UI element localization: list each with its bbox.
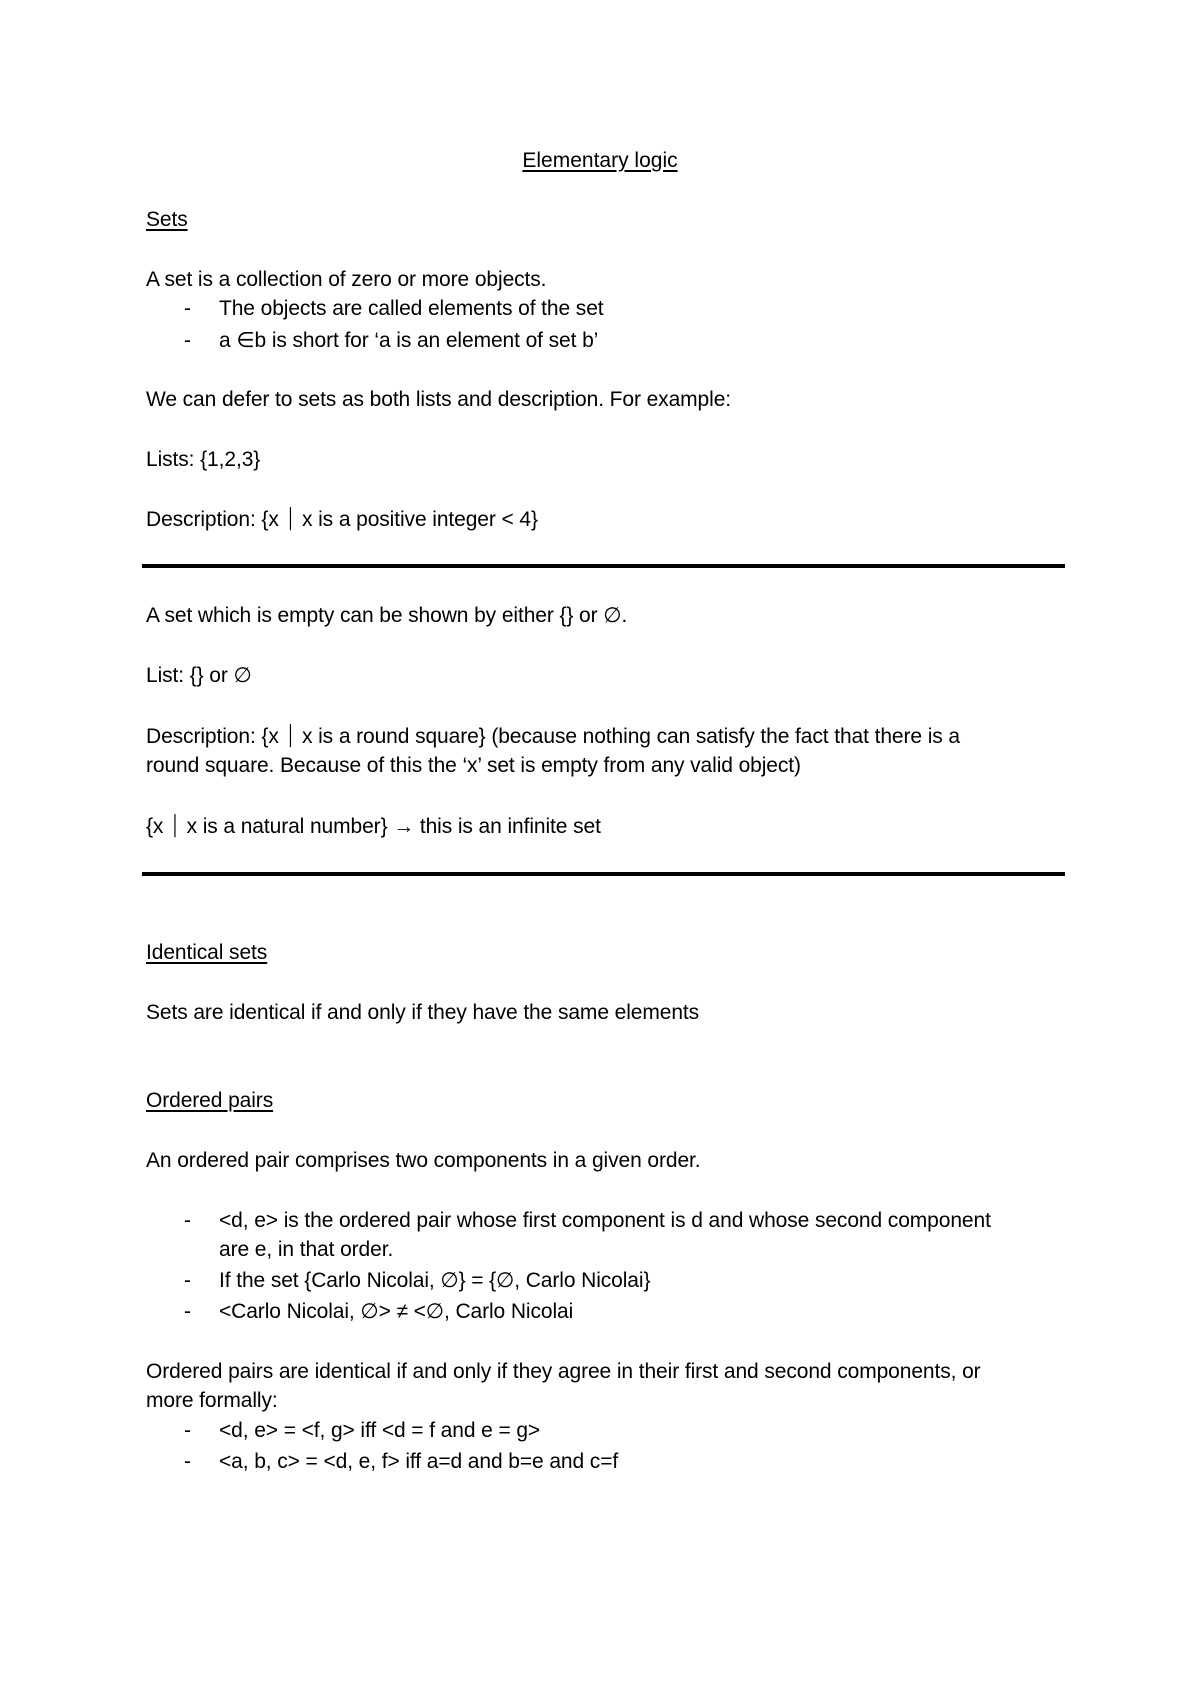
bullet-dash: - [184, 1269, 191, 1292]
section-divider [142, 872, 1065, 876]
infinite-set-example: {x ⏐ x is a natural number} → this is an infinite set [146, 815, 601, 838]
ordered-identity-line-1: Ordered pairs are identical if and only if they agree in their first and second components, or [146, 1360, 981, 1383]
bullet-dash: - [184, 329, 191, 352]
empty-set-description-line-2: round square. Because of this the ‘x’ set is empty from any valid object) [146, 754, 801, 777]
identical-sets-text: Sets are identical if and only if they have the same elements [146, 1001, 700, 1024]
identical-sets-heading: Identical sets [146, 941, 268, 964]
bullet-dash: - [184, 1300, 191, 1323]
sets-heading: Sets [146, 208, 188, 231]
formal-bullet-2: <a, b, c> = <d, e, f> iff a=d and b=e and c=f [219, 1450, 619, 1473]
ordered-pairs-heading: Ordered pairs [146, 1089, 274, 1112]
ordered-bullet-3: <Carlo Nicolai, ∅> ≠ <∅, Carlo Nicolai [219, 1300, 574, 1323]
sets-description-example: Description: {x ⏐ x is a positive integer < 4} [146, 508, 538, 531]
empty-set-description-line-1: Description: {x ⏐ x is a round square} (because nothing can satisfy the fact that there is a [146, 725, 960, 748]
bullet-dash: - [184, 1450, 191, 1473]
section-divider [142, 564, 1065, 568]
bullet-dash: - [184, 1209, 191, 1232]
formal-bullet-1: <d, e> = <f, g> iff <d = f and e = g> [219, 1419, 541, 1442]
bullet-dash: - [184, 1419, 191, 1442]
bullet-dash: - [184, 297, 191, 320]
sets-lists-example: Lists: {1,2,3} [146, 448, 261, 471]
ordered-bullet-1: <d, e> is the ordered pair whose first component is d and whose second component [219, 1209, 991, 1232]
sets-bullet-1: The objects are called elements of the set [219, 297, 604, 320]
document-title: Elementary logic [522, 149, 678, 172]
ordered-identity-line-2: more formally: [146, 1389, 278, 1412]
ordered-bullet-2: If the set {Carlo Nicolai, ∅} = {∅, Carlo Nicolai} [219, 1269, 651, 1292]
sets-intro: A set is a collection of zero or more objects. [146, 268, 547, 291]
empty-set-intro: A set which is empty can be shown by either {} or ∅. [146, 604, 628, 627]
sets-defer-text: We can defer to sets as both lists and description. For example: [146, 388, 732, 411]
ordered-pairs-intro: An ordered pair comprises two components in a given order. [146, 1149, 701, 1172]
empty-set-list: List: {} or ∅ [146, 664, 252, 687]
ordered-bullet-1-continued: are e, in that order. [219, 1238, 394, 1261]
sets-bullet-2: a ∈b is short for ‘a is an element of set b’ [219, 329, 599, 352]
